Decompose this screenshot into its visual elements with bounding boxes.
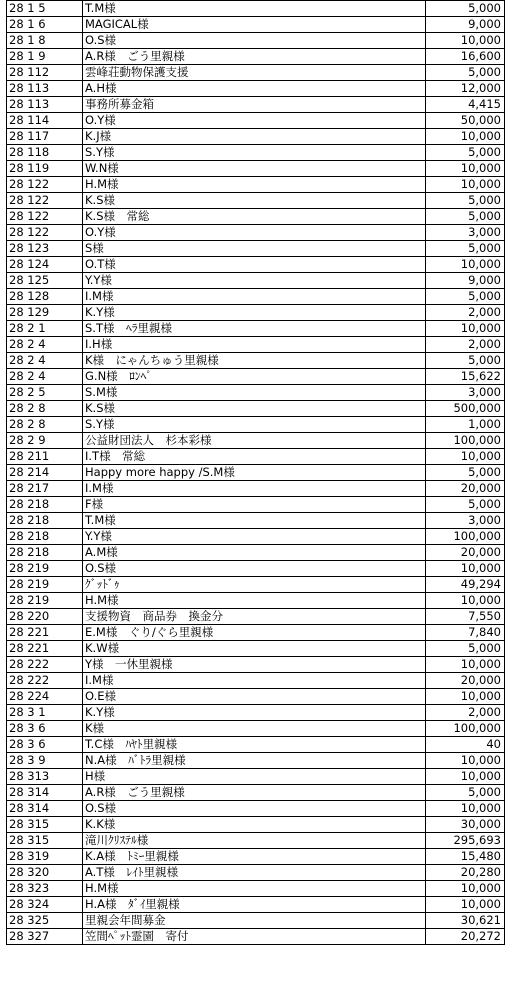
table-row <box>7 289 505 305</box>
amount-cell: 9,000 <box>426 17 505 33</box>
table-row <box>7 673 505 689</box>
donor-cell: I.H様 <box>83 337 426 353</box>
amount-cell: 5,000 <box>426 289 505 305</box>
donor-cell: E.M様 ぐり/ぐら里親様 <box>83 625 426 641</box>
table-row <box>7 689 505 705</box>
amount-cell: 10,000 <box>426 449 505 465</box>
amount-cell: 5,000 <box>426 497 505 513</box>
donor-cell: 笠間ﾍﾟｯﾄ霊園 寄付 <box>83 929 426 945</box>
date-cell: 28 314 <box>7 785 83 801</box>
amount-cell: 10,000 <box>426 769 505 785</box>
amount-cell: 100,000 <box>426 529 505 545</box>
date-cell: 28 114 <box>7 113 83 129</box>
donor-cell: O.Y様 <box>83 113 426 129</box>
amount-cell: 16,600 <box>426 49 505 65</box>
table-row <box>7 49 505 65</box>
amount-cell: 3,000 <box>426 385 505 401</box>
table-row <box>7 657 505 673</box>
date-cell: 28 3 9 <box>7 753 83 769</box>
table-row <box>7 1 505 17</box>
amount-cell: 5,000 <box>426 641 505 657</box>
donor-cell: S.Y様 <box>83 145 426 161</box>
table-row <box>7 561 505 577</box>
amount-cell: 20,000 <box>426 545 505 561</box>
amount-cell: 10,000 <box>426 753 505 769</box>
amount-cell: 20,000 <box>426 481 505 497</box>
date-cell: 28 221 <box>7 641 83 657</box>
donor-cell: 公益財団法人 杉本彩様 <box>83 433 426 449</box>
table-row <box>7 385 505 401</box>
table-row <box>7 593 505 609</box>
table-row <box>7 369 505 385</box>
table-row <box>7 337 505 353</box>
date-cell: 28 323 <box>7 881 83 897</box>
donor-cell: K.S様 常総 <box>83 209 426 225</box>
date-cell: 28 315 <box>7 833 83 849</box>
date-cell: 28 2 5 <box>7 385 83 401</box>
donor-cell: O.S様 <box>83 33 426 49</box>
amount-cell: 100,000 <box>426 433 505 449</box>
amount-cell: 500,000 <box>426 401 505 417</box>
table-row <box>7 497 505 513</box>
date-cell: 28 119 <box>7 161 83 177</box>
date-cell: 28 2 8 <box>7 401 83 417</box>
amount-cell: 12,000 <box>426 81 505 97</box>
table-row <box>7 353 505 369</box>
date-cell: 28 224 <box>7 689 83 705</box>
date-cell: 28 3 6 <box>7 737 83 753</box>
date-cell: 28 124 <box>7 257 83 273</box>
date-cell: 28 214 <box>7 465 83 481</box>
date-cell: 28 221 <box>7 625 83 641</box>
amount-cell: 30,621 <box>426 913 505 929</box>
date-cell: 28 122 <box>7 225 83 241</box>
date-cell: 28 122 <box>7 177 83 193</box>
date-cell: 28 1 6 <box>7 17 83 33</box>
donor-cell: I.T様 常総 <box>83 449 426 465</box>
table-row <box>7 641 505 657</box>
table-row <box>7 625 505 641</box>
table-row <box>7 609 505 625</box>
date-cell: 28 218 <box>7 529 83 545</box>
amount-cell: 2,000 <box>426 305 505 321</box>
donor-cell: 雲峰荘動物保護支援 <box>83 65 426 81</box>
table-row <box>7 433 505 449</box>
amount-cell: 20,000 <box>426 673 505 689</box>
table-row <box>7 833 505 849</box>
donor-cell: T.M様 <box>83 513 426 529</box>
table-row <box>7 417 505 433</box>
donor-cell: A.T様 ﾚｲﾄ里親様 <box>83 865 426 881</box>
table-row <box>7 129 505 145</box>
donor-cell: A.R様 ごう里親様 <box>83 785 426 801</box>
donor-cell: Y様 一休里親様 <box>83 657 426 673</box>
date-cell: 28 125 <box>7 273 83 289</box>
table-row <box>7 273 505 289</box>
donor-cell: H.M様 <box>83 881 426 897</box>
amount-cell: 10,000 <box>426 561 505 577</box>
donor-cell: Y.Y様 <box>83 273 426 289</box>
date-cell: 28 218 <box>7 497 83 513</box>
amount-cell: 5,000 <box>426 241 505 257</box>
table-row <box>7 145 505 161</box>
donor-cell: O.T様 <box>83 257 426 273</box>
amount-cell: 10,000 <box>426 593 505 609</box>
date-cell: 28 122 <box>7 209 83 225</box>
amount-cell: 3,000 <box>426 513 505 529</box>
table-row <box>7 737 505 753</box>
amount-cell: 10,000 <box>426 33 505 49</box>
amount-cell: 2,000 <box>426 337 505 353</box>
amount-cell: 20,272 <box>426 929 505 945</box>
amount-cell: 10,000 <box>426 689 505 705</box>
date-cell: 28 219 <box>7 577 83 593</box>
amount-cell: 20,280 <box>426 865 505 881</box>
date-cell: 28 2 4 <box>7 369 83 385</box>
donor-cell: O.S様 <box>83 561 426 577</box>
table-row <box>7 513 505 529</box>
table-row <box>7 545 505 561</box>
donor-cell: W.N様 <box>83 161 426 177</box>
donor-cell: K.S様 <box>83 401 426 417</box>
donor-cell: 滝川ｸﾘｽﾃﾙ様 <box>83 833 426 849</box>
amount-cell: 10,000 <box>426 321 505 337</box>
amount-cell: 10,000 <box>426 897 505 913</box>
date-cell: 28 2 4 <box>7 337 83 353</box>
donor-cell: H.M様 <box>83 177 426 193</box>
donor-cell: K.Y様 <box>83 705 426 721</box>
amount-cell: 295,693 <box>426 833 505 849</box>
donor-cell: Y.Y様 <box>83 529 426 545</box>
donor-cell: S.M様 <box>83 385 426 401</box>
amount-cell: 5,000 <box>426 145 505 161</box>
table-row <box>7 881 505 897</box>
amount-cell: 3,000 <box>426 225 505 241</box>
donor-cell: O.E様 <box>83 689 426 705</box>
amount-cell: 15,622 <box>426 369 505 385</box>
date-cell: 28 219 <box>7 561 83 577</box>
date-cell: 28 122 <box>7 193 83 209</box>
amount-cell: 2,000 <box>426 705 505 721</box>
amount-cell: 50,000 <box>426 113 505 129</box>
amount-cell: 100,000 <box>426 721 505 737</box>
date-cell: 28 112 <box>7 65 83 81</box>
table-row <box>7 257 505 273</box>
date-cell: 28 314 <box>7 801 83 817</box>
donor-cell: H.M様 <box>83 593 426 609</box>
date-cell: 28 2 9 <box>7 433 83 449</box>
table-row <box>7 113 505 129</box>
donation-table <box>6 0 505 945</box>
date-cell: 28 319 <box>7 849 83 865</box>
date-cell: 28 218 <box>7 545 83 561</box>
amount-cell: 49,294 <box>426 577 505 593</box>
date-cell: 28 113 <box>7 81 83 97</box>
donor-cell: H.A様 ﾀﾞｲ里親様 <box>83 897 426 913</box>
donor-cell: I.M様 <box>83 289 426 305</box>
table-row <box>7 753 505 769</box>
amount-cell: 30,000 <box>426 817 505 833</box>
date-cell: 28 118 <box>7 145 83 161</box>
donor-cell: K.A様 ﾄﾐｰ里親様 <box>83 849 426 865</box>
date-cell: 28 123 <box>7 241 83 257</box>
donor-cell: I.M様 <box>83 673 426 689</box>
donor-cell: ｸﾞｯﾄﾞｩ <box>83 577 426 593</box>
date-cell: 28 2 4 <box>7 353 83 369</box>
table-row <box>7 401 505 417</box>
table-row <box>7 161 505 177</box>
table-row <box>7 321 505 337</box>
date-cell: 28 324 <box>7 897 83 913</box>
table-row <box>7 897 505 913</box>
amount-cell: 10,000 <box>426 177 505 193</box>
donor-cell: G.N様 ﾛﾝﾍﾟ <box>83 369 426 385</box>
table-row <box>7 865 505 881</box>
date-cell: 28 129 <box>7 305 83 321</box>
date-cell: 28 2 1 <box>7 321 83 337</box>
donor-cell: K.K様 <box>83 817 426 833</box>
table-row <box>7 241 505 257</box>
table-row <box>7 209 505 225</box>
date-cell: 28 313 <box>7 769 83 785</box>
table-row <box>7 225 505 241</box>
table-row <box>7 97 505 113</box>
date-cell: 28 222 <box>7 673 83 689</box>
donor-cell: MAGICAL様 <box>83 17 426 33</box>
amount-cell: 5,000 <box>426 465 505 481</box>
donor-cell: Happy more happy /S.M様 <box>83 465 426 481</box>
table-row <box>7 65 505 81</box>
amount-cell: 9,000 <box>426 273 505 289</box>
donor-cell: O.S様 <box>83 801 426 817</box>
table-row <box>7 193 505 209</box>
donor-cell: K.Y様 <box>83 305 426 321</box>
table-row <box>7 529 505 545</box>
date-cell: 28 117 <box>7 129 83 145</box>
table-row <box>7 769 505 785</box>
amount-cell: 5,000 <box>426 1 505 17</box>
date-cell: 28 315 <box>7 817 83 833</box>
date-cell: 28 222 <box>7 657 83 673</box>
amount-cell: 40 <box>426 737 505 753</box>
amount-cell: 7,840 <box>426 625 505 641</box>
date-cell: 28 320 <box>7 865 83 881</box>
date-cell: 28 1 9 <box>7 49 83 65</box>
table-row <box>7 81 505 97</box>
amount-cell: 5,000 <box>426 353 505 369</box>
donor-cell: K様 にゃんちゅう里親様 <box>83 353 426 369</box>
table-row <box>7 849 505 865</box>
donor-cell: A.R様 ごう里親様 <box>83 49 426 65</box>
date-cell: 28 217 <box>7 481 83 497</box>
date-cell: 28 325 <box>7 913 83 929</box>
table-row <box>7 817 505 833</box>
table-row <box>7 449 505 465</box>
donor-cell: O.Y様 <box>83 225 426 241</box>
donor-cell: A.M様 <box>83 545 426 561</box>
table-row <box>7 705 505 721</box>
donor-cell: K.S様 <box>83 193 426 209</box>
donor-cell: S.T様 ﾍﾗ里親様 <box>83 321 426 337</box>
table-row <box>7 577 505 593</box>
table-row <box>7 17 505 33</box>
date-cell: 28 218 <box>7 513 83 529</box>
date-cell: 28 3 6 <box>7 721 83 737</box>
donor-cell: 支援物資 商品券 換金分 <box>83 609 426 625</box>
date-cell: 28 327 <box>7 929 83 945</box>
table-row <box>7 721 505 737</box>
donor-cell: 里親会年間募金 <box>83 913 426 929</box>
table-row <box>7 177 505 193</box>
amount-cell: 5,000 <box>426 209 505 225</box>
donor-cell: S様 <box>83 241 426 257</box>
date-cell: 28 211 <box>7 449 83 465</box>
table-row <box>7 801 505 817</box>
donor-cell: K.J様 <box>83 129 426 145</box>
amount-cell: 10,000 <box>426 801 505 817</box>
donor-cell: S.Y様 <box>83 417 426 433</box>
amount-cell: 10,000 <box>426 881 505 897</box>
donor-cell: K様 <box>83 721 426 737</box>
donor-cell: H様 <box>83 769 426 785</box>
table-row <box>7 913 505 929</box>
donor-cell: A.H様 <box>83 81 426 97</box>
date-cell: 28 128 <box>7 289 83 305</box>
amount-cell: 10,000 <box>426 161 505 177</box>
date-cell: 28 113 <box>7 97 83 113</box>
table-row <box>7 785 505 801</box>
amount-cell: 10,000 <box>426 657 505 673</box>
amount-cell: 7,550 <box>426 609 505 625</box>
donor-cell: N.A様 ﾊﾞﾄﾗ里親様 <box>83 753 426 769</box>
table-row <box>7 33 505 49</box>
date-cell: 28 220 <box>7 609 83 625</box>
amount-cell: 1,000 <box>426 417 505 433</box>
date-cell: 28 3 1 <box>7 705 83 721</box>
date-cell: 28 1 8 <box>7 33 83 49</box>
amount-cell: 5,000 <box>426 193 505 209</box>
donor-cell: T.M様 <box>83 1 426 17</box>
donation-table-body <box>7 1 505 945</box>
amount-cell: 5,000 <box>426 65 505 81</box>
amount-cell: 10,000 <box>426 129 505 145</box>
donor-cell: T.C様 ﾊﾔﾄ里親様 <box>83 737 426 753</box>
amount-cell: 15,480 <box>426 849 505 865</box>
date-cell: 28 2 8 <box>7 417 83 433</box>
date-cell: 28 1 5 <box>7 1 83 17</box>
table-row <box>7 929 505 945</box>
amount-cell: 4,415 <box>426 97 505 113</box>
donor-cell: 事務所募金箱 <box>83 97 426 113</box>
donor-cell: I.M様 <box>83 481 426 497</box>
date-cell: 28 219 <box>7 593 83 609</box>
donor-cell: F様 <box>83 497 426 513</box>
table-row <box>7 481 505 497</box>
amount-cell: 10,000 <box>426 257 505 273</box>
donor-cell: K.W様 <box>83 641 426 657</box>
table-row <box>7 305 505 321</box>
amount-cell: 5,000 <box>426 785 505 801</box>
table-row <box>7 465 505 481</box>
